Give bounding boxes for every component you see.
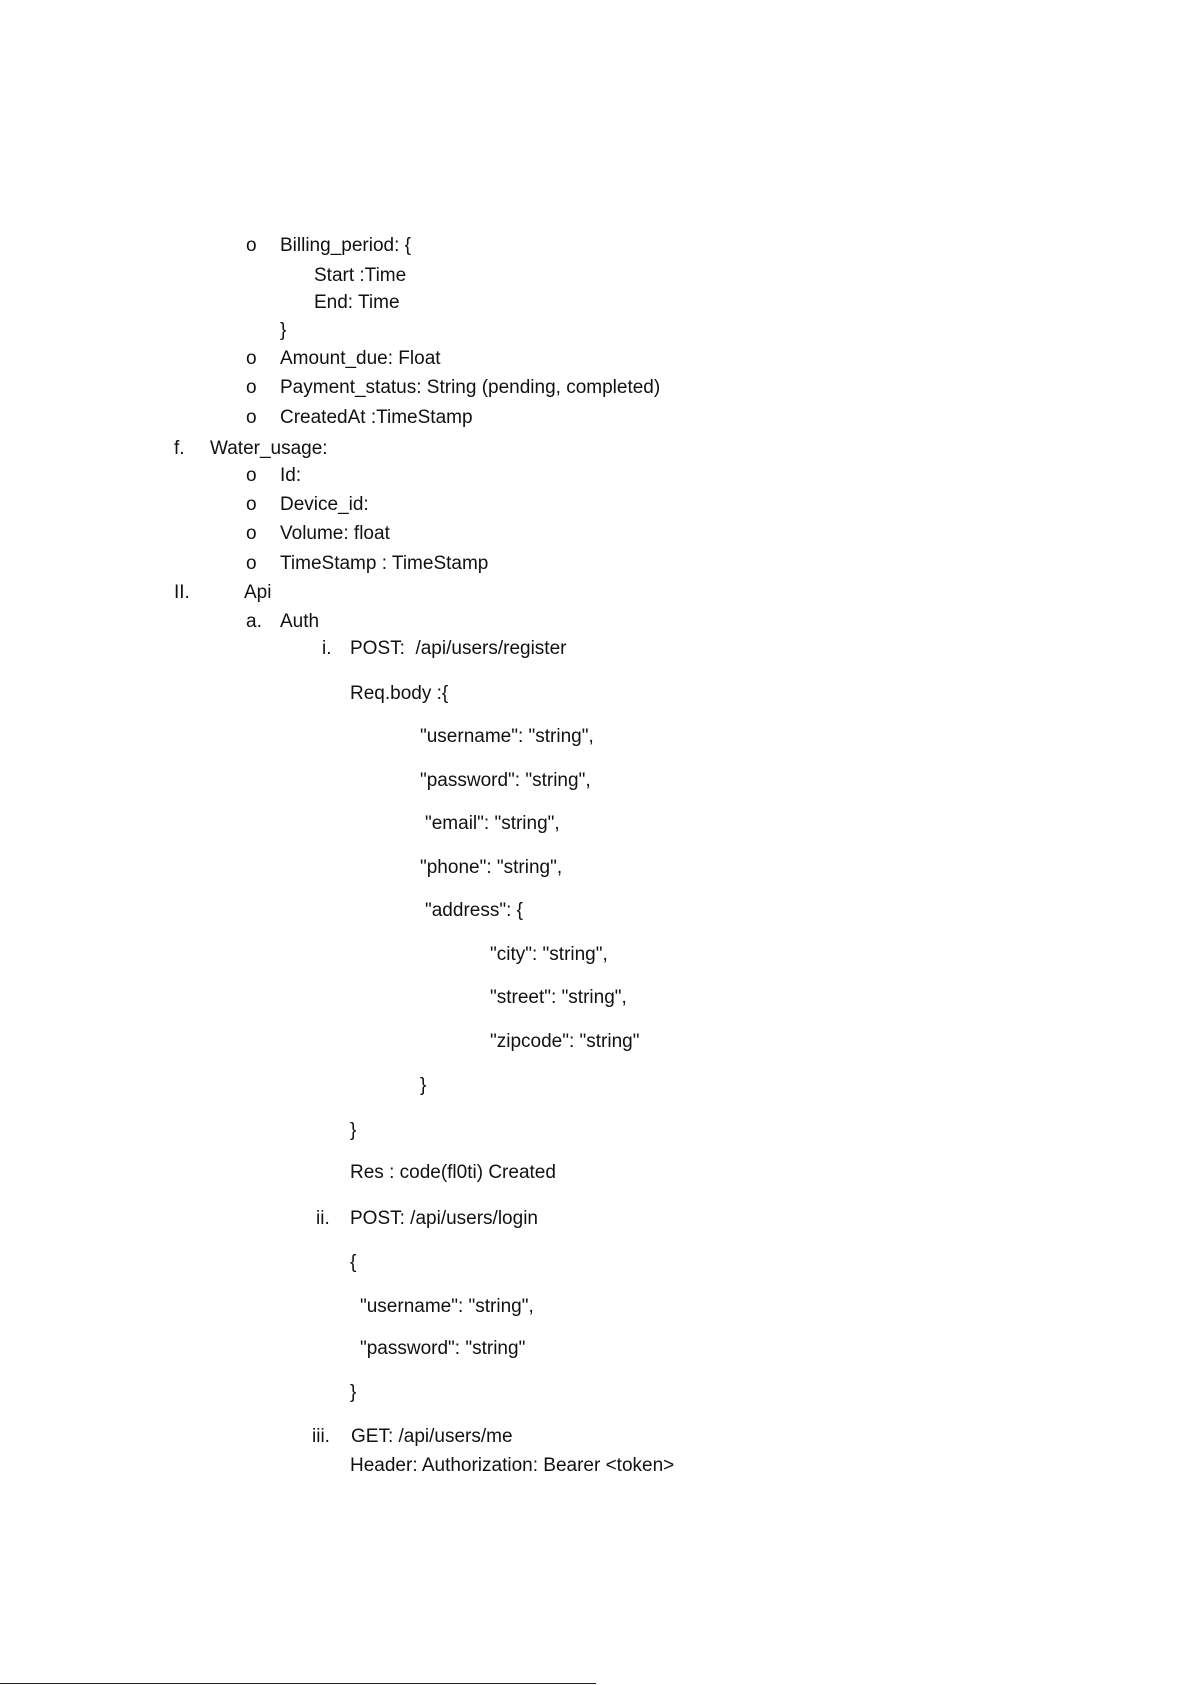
- list-bullet: o: [246, 235, 257, 256]
- section-heading: Water_usage:: [210, 438, 328, 459]
- code-line: Req.body :{: [350, 683, 449, 704]
- code-line: "password": "string": [360, 1338, 526, 1359]
- code-line: "username": "string",: [420, 726, 594, 747]
- section-heading: Api: [244, 582, 272, 603]
- endpoint-line: GET: /api/users/me: [351, 1426, 513, 1447]
- list-bullet: o: [246, 377, 257, 398]
- list-bullet: o: [246, 465, 257, 486]
- list-bullet: o: [246, 523, 257, 544]
- code-line: "password": "string",: [420, 770, 591, 791]
- code-line: "email": "string",: [425, 813, 560, 834]
- list-marker: II.: [174, 582, 190, 603]
- list-marker: ii.: [316, 1208, 330, 1229]
- list-item-text: Id:: [280, 465, 302, 486]
- code-line: "zipcode": "string": [490, 1031, 640, 1052]
- code-line: Res : code(fl0ti) Created: [350, 1162, 556, 1183]
- endpoint-line: POST: /api/users/register: [350, 638, 567, 659]
- list-bullet: o: [246, 407, 257, 428]
- brace-line: }: [280, 320, 287, 341]
- list-marker: iii.: [312, 1426, 330, 1447]
- list-item-text: TimeStamp : TimeStamp: [280, 553, 489, 574]
- list-item-text: Payment_status: String (pending, completed): [280, 377, 661, 398]
- list-marker: a.: [246, 611, 262, 632]
- code-line: {: [350, 1252, 357, 1273]
- list-bullet: o: [246, 553, 257, 574]
- list-item-text: Billing_period: {: [280, 235, 411, 256]
- endpoint-line: POST: /api/users/login: [350, 1208, 538, 1229]
- code-line: }: [350, 1120, 357, 1141]
- list-marker: f.: [174, 438, 185, 459]
- footnote-separator: [0, 1683, 596, 1684]
- field-line: End: Time: [314, 292, 400, 313]
- code-line: "username": "string",: [360, 1296, 534, 1317]
- list-bullet: o: [246, 348, 257, 369]
- code-line: }: [420, 1075, 427, 1096]
- code-line: "phone": "string",: [420, 857, 563, 878]
- field-line: Start :Time: [314, 265, 407, 286]
- code-line: "address": {: [425, 900, 523, 921]
- list-item-text: Device_id:: [280, 494, 369, 515]
- code-line: "street": "string",: [490, 987, 627, 1008]
- code-line: }: [350, 1382, 357, 1403]
- list-item-text: Volume: float: [280, 523, 390, 544]
- list-marker: i.: [322, 638, 332, 659]
- list-bullet: o: [246, 494, 257, 515]
- code-line: Header: Authorization: Bearer <token>: [350, 1455, 675, 1476]
- code-line: "city": "string",: [490, 944, 608, 965]
- subsection-heading: Auth: [280, 611, 320, 632]
- list-item-text: Amount_due: Float: [280, 348, 441, 369]
- list-item-text: CreatedAt :TimeStamp: [280, 407, 473, 428]
